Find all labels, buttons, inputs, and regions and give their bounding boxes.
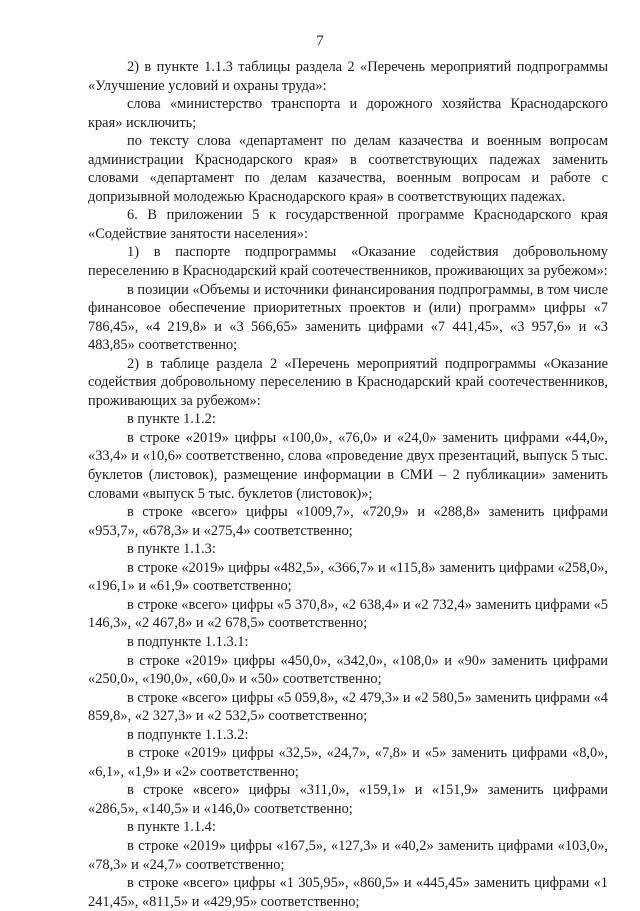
paragraph: 6. В приложении 5 к государственной программе Краснодарского края «Содействие занятости населения»:: [88, 207, 608, 242]
paragraph: в строке «всего» цифры «311,0», «159,1» и «151,9» заменить цифрами «286,5», «140,5» и «146,0» соответственно;: [88, 782, 608, 817]
document-body: [88, 58, 608, 911]
paragraph: в подпункте 1.1.3.2:: [127, 726, 249, 743]
paragraph: в строке «всего» цифры «1 305,95», «860,5» и «445,45» заменить цифрами «1 241,45», «811,5» и «429,95» соответственно;: [88, 875, 608, 910]
paragraph: 1) в паспорте подпрограммы «Оказание содействия добровольному переселению в Краснодарский край соотечественников, проживающих за рубежом»:: [88, 244, 608, 280]
paragraph: в подпункте 1.1.3.1:: [127, 633, 249, 650]
paragraph: в строке «2019» цифры «450,0», «342,0», «108,0» и «90» заменить цифрами «250,0», «190,0», «60,0» и «50» соответственно;: [88, 652, 608, 688]
paragraph: в строке «2019» цифры «32,5», «24,7», «7,8» и «5» заменить цифрами «8,0», «6,1», «1,9» и «2» соответственно;: [88, 745, 608, 780]
paragraph: в строке «всего» цифры «1009,7», «720,9» и «288,8» заменить цифрами «953,7», «678,3» и «275,4» соответственно;: [88, 504, 608, 539]
paragraph: слова «министерство транспорта и дорожного хозяйства Краснодарского края» исключить;: [88, 96, 608, 131]
paragraph: в строке «всего» цифры «5 059,8», «2 479,3» и «2 580,5» заменить цифрами «4 859,8», «2 327,3» и «2 532,5» соответственно;: [88, 689, 608, 725]
paragraph: в пункте 1.1.2:: [127, 411, 216, 428]
paragraph: по тексту слова «департамент по делам казачества и военным вопросам администрации Краснодарского края» в соответствующих падежах заменить словами «департамент по делам казачества, военным вопросам и работе с допризывной молодежью Краснодарского края» в соответствующих падежах.: [88, 133, 608, 205]
paragraph: в пункте 1.1.3:: [127, 541, 216, 558]
paragraph: в пункте 1.1.4:: [127, 819, 216, 836]
paragraph: в строке «2019» цифры «167,5», «127,3» и «40,2» заменить цифрами «103,0», «78,3» и «24,7» соответственно;: [88, 837, 608, 873]
paragraph: 2) в таблице раздела 2 «Перечень мероприятий подпрограммы «Оказание содействия добровольному переселению в Краснодарский край соотечественников, проживающих за рубежом»:: [88, 355, 608, 409]
paragraph: в строке «2019» цифры «100,0», «76,0» и «24,0» заменить цифрами «44,0», «33,4» и «10,6» соответственно, слова «проведение двух презентаций, выпуск 5 тыс. буклетов (листовок), размещение информации в СМИ – 2 публикации» заменить словами «выпуск 5 тыс. буклетов (листовок)»;: [88, 429, 608, 502]
paragraph: в позиции «Объемы и источники финансирования подпрограммы, в том числе финансовое обеспечение приоритетных проектов и (или) программ» цифры «7 786,45», «4 219,8» и «3 566,65» заменить цифрами «7 441,45», «3 957,6» и «3 483,85» соответственно;: [88, 281, 608, 354]
paragraph: 2) в пункте 1.1.3 таблицы раздела 2 «Перечень мероприятий подпрограммы «Улучшение условий и охраны труда»:: [88, 59, 608, 94]
paragraph: в строке «2019» цифры «482,5», «366,7» и «115,8» заменить цифрами «258,0», «196,1» и «61,9» соответственно;: [88, 559, 608, 595]
paragraph: в строке «всего» цифры «5 370,8», «2 638,4» и «2 732,4» заменить цифрами «5 146,3», «2 467,8» и «2 678,5» соответственно;: [88, 596, 608, 632]
page-number: 7: [316, 33, 324, 49]
